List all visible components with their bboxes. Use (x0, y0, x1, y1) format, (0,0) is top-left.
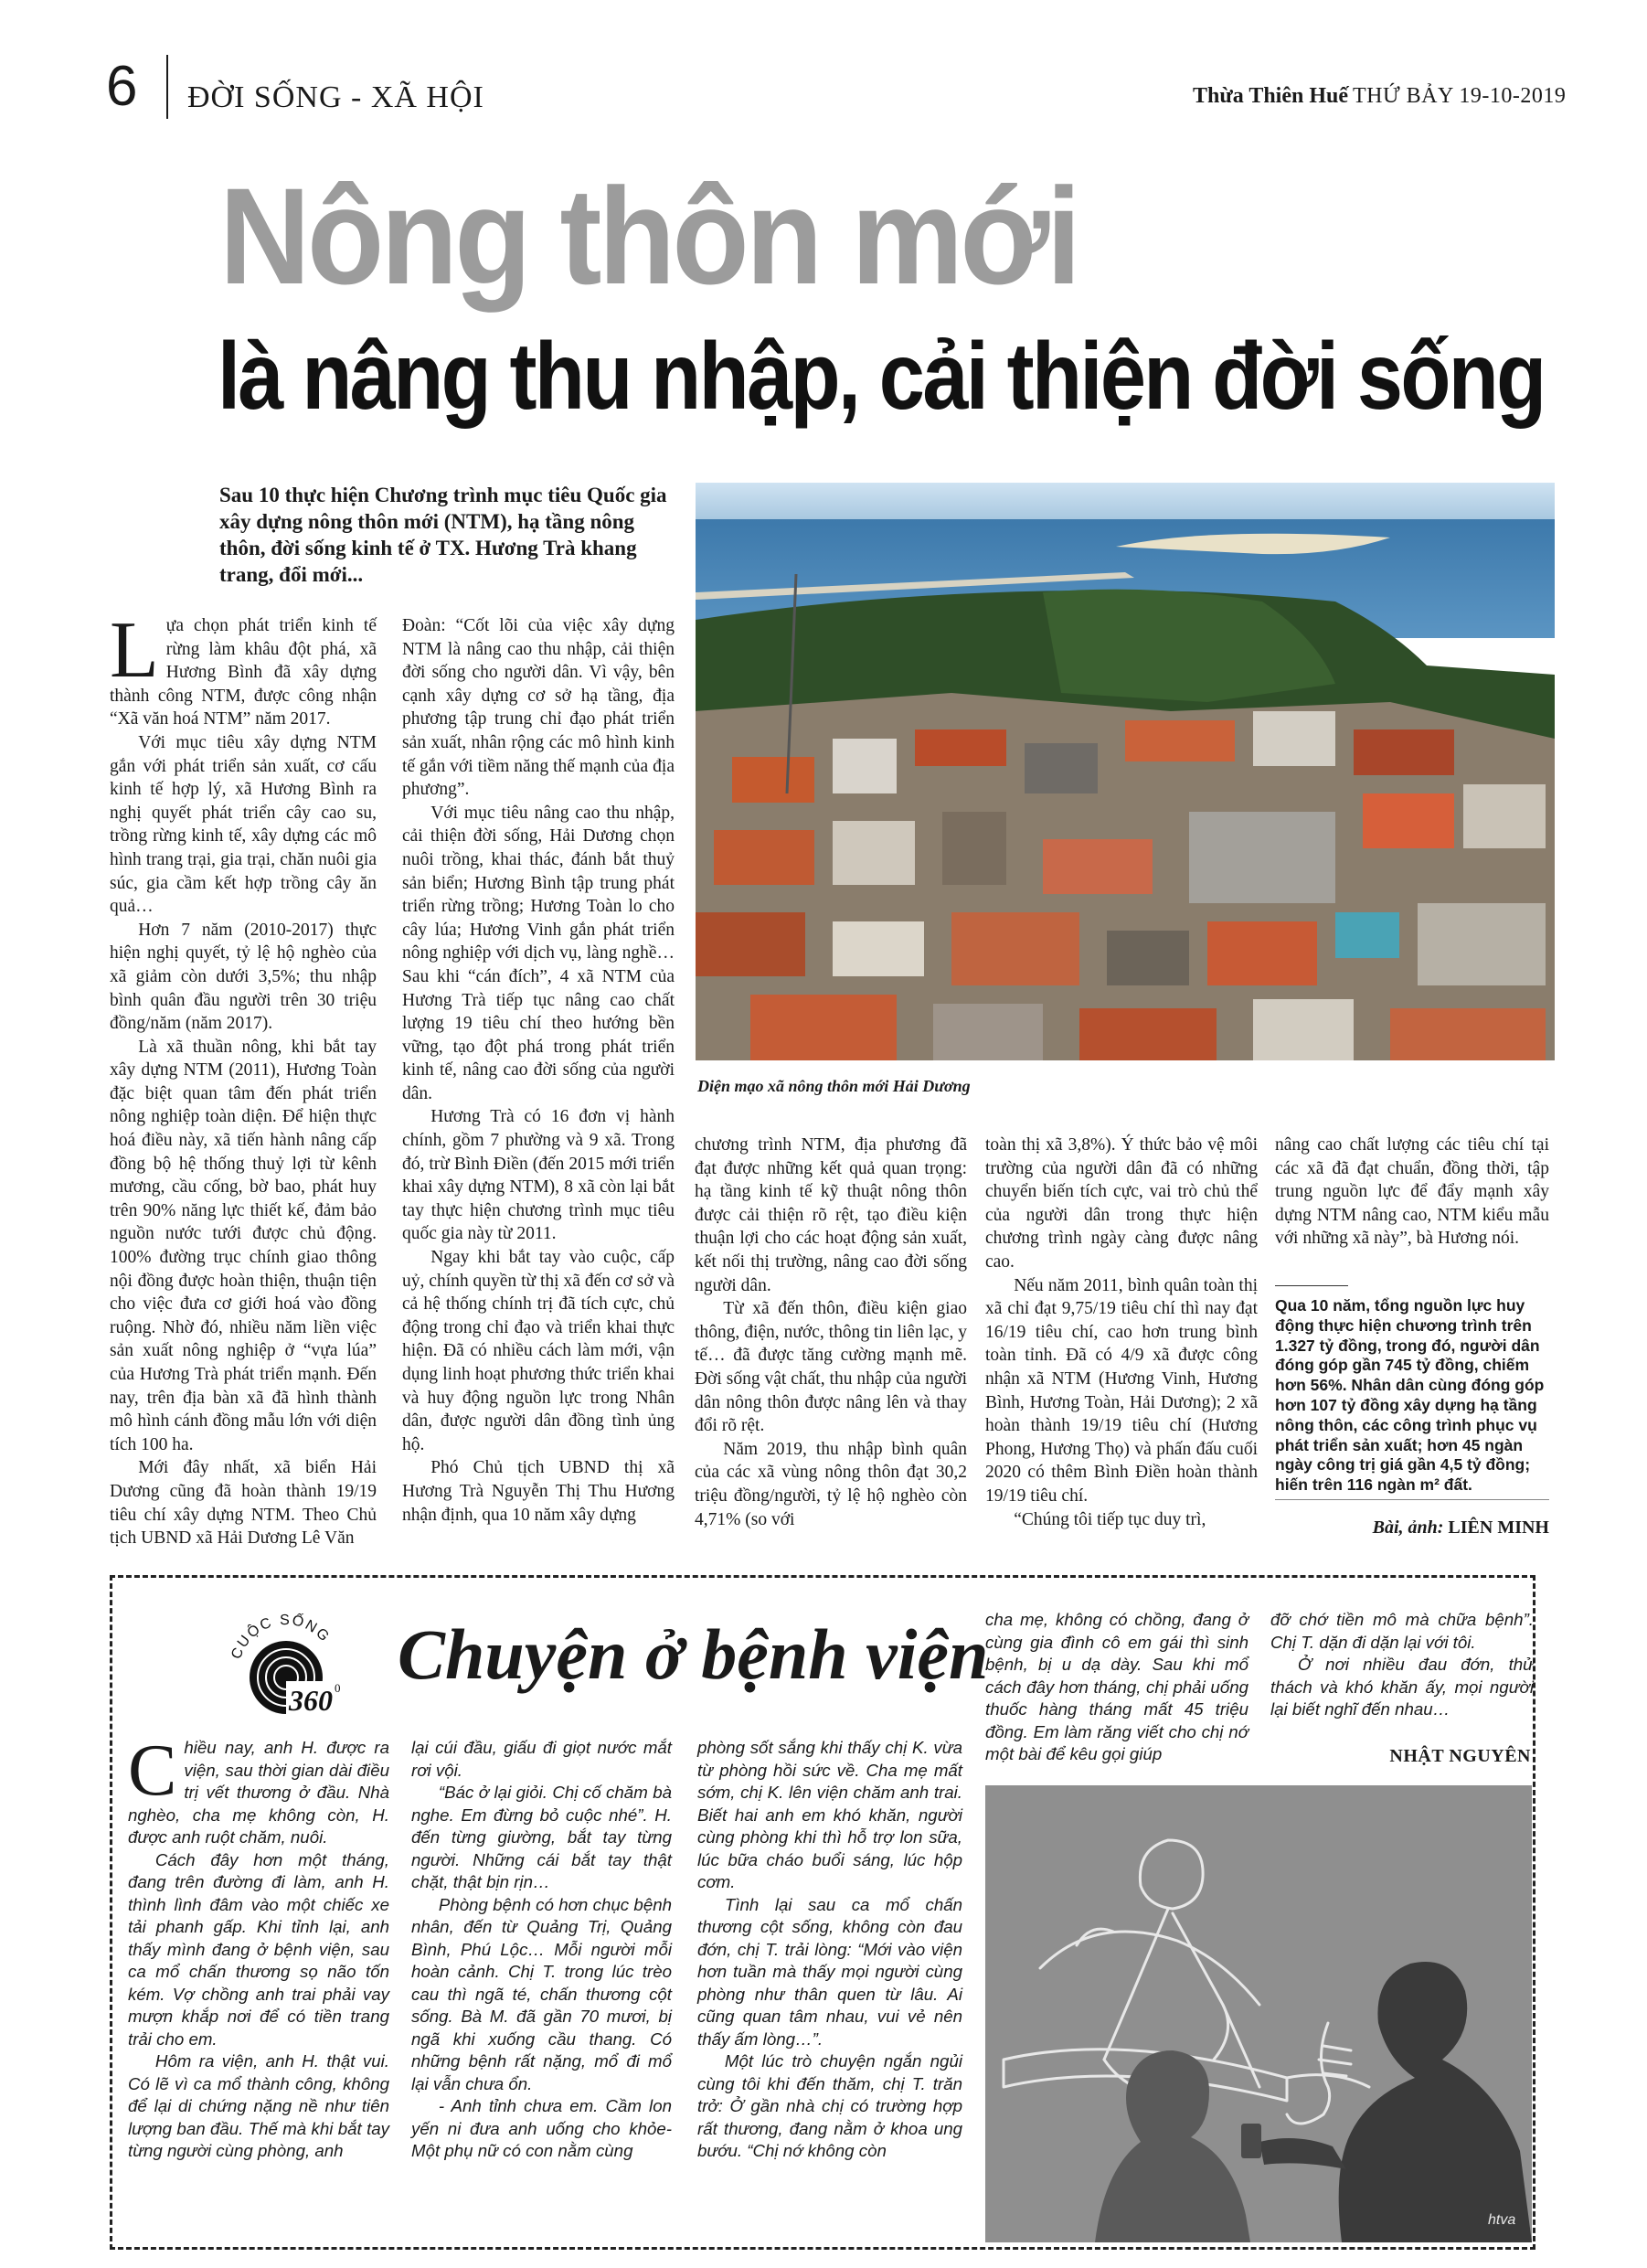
article-column-3 (695, 1134, 967, 1531)
story-author: NHẬT NGUYÊN (1389, 1746, 1531, 1766)
paragraph: Hơn 7 năm (2010-2017) thực hiện nghị quyết, tỷ lệ hộ nghèo của xã giảm còn dưới 3,5%; thu nhập bình quân đầu người trên 30 triệu đồng/năm (năm 2017). (110, 920, 377, 1034)
headline-line-2: là nâng thu nhập, cải thiện đời sống (218, 324, 1545, 430)
issue-date: THỨ BẢY 19-10-2019 (1353, 84, 1567, 108)
paragraph: Năm 2019, thu nhập bình quân của các xã vùng nông thôn đạt 30,2 triệu đồng/người, tỷ lệ hộ nghèo còn 4,71% (so với (695, 1439, 967, 1529)
article-column-2 (402, 614, 675, 1527)
photo-caption: Diện mạo xã nông thôn mới Hải Dương (697, 1077, 971, 1095)
paragraph: Hôm ra viện, anh H. thật vui. Có lẽ vì ca mổ thành công, không để lại di chứng nặng nề như tiên lượng ban đầu. Thế mà khi bắt tay từng người cùng phòng, anh (128, 2051, 389, 2160)
story-title: Chuyện ở bệnh viện (398, 1614, 989, 1694)
newspaper-name: Thừa Thiên Huế (1193, 84, 1349, 108)
paragraph: Mới đây nhất, xã biển Hải Dương cũng đã hoàn thành 19/19 tiêu chí xây dựng NTM. Theo Chủ tịch UBND xã Hải Dương Lê Văn (110, 1458, 377, 1549)
paragraph: Cách đây hơn một tháng, đang trên đường đi làm, anh H. thình lình đâm vào một chiếc xe tải phanh gấp. Khi tỉnh lại, anh thấy mình đang ở bệnh viện, sau ca mổ chấn thương sọ não tốn kém. Vợ chồng anh trai phải vay mượn khắp nơi để có tiền trang trải cho em. (128, 1849, 389, 2049)
cuoc-song-360-logo (222, 1604, 350, 1721)
article-lead: Sau 10 thực hiện Chương trình mục tiêu Quốc gia xây dựng nông thôn mới (NTM), hạ tầng nông thôn, đời sống kinh tế ở TX. Hương Trà khang trang, đổi mới... (219, 484, 667, 586)
paragraph: nâng cao chất lượng các tiêu chí tại các xã đã đạt chuẩn, đồng thời, tập trung nguồn lực để đẩy mạnh xây dựng NTM nâng cao, NTM kiểu mẫu với những xã này”, bà Hương nói. (1275, 1135, 1549, 1249)
village-aerial-photo (696, 483, 1555, 1060)
byline-rule (1275, 1499, 1549, 1500)
paragraph: đỡ chớ tiền mô mà chữa bệnh”. Chị T. dặn đi dặn lại với tôi. (1270, 1610, 1534, 1652)
byline-author: LIÊN MINH (1448, 1517, 1549, 1538)
paragraph: Ở nơi nhiều đau đớn, thử thách và khó khăn ấy, mọi người lại biết nghĩ đến nhau… (1270, 1655, 1534, 1719)
article-column-5 (1275, 1134, 1549, 1251)
byline-label: Bài, ảnh: (1372, 1517, 1444, 1538)
illustration-signature: htva (1488, 2212, 1516, 2228)
drop-cap: C (128, 1730, 177, 1811)
paragraph: chương trình NTM, địa phương đã đạt được những kết quả quan trọng: hạ tầng kinh tế kỹ thuật nông thôn được cải thiện rõ rệt, tạo điều kiện thuận lợi cho các hoạt động sản xuất, kết nối thị trường, nâng cao đời sống người dân. (695, 1135, 967, 1295)
paragraph: cha mẹ, không có chồng, đang ở cùng gia đình cô em gái thì sinh bệnh, bị u dạ dày. Sau khi mổ cách đây hơn tháng, chị phải uống thuốc hàng tháng mất 45 triệu đồng. Em làm răng viết cho chị nớ một bài để kêu gọi giúp (985, 1610, 1249, 1763)
paragraph: Một lúc trò chuyện ngắn ngủi cùng tôi khi đến thăm, chị T. trăn trở: Ở gần nhà chị có trường hợp rất thương, đang nằm ở khoa ung bướu. “Chị nớ không còn (697, 2051, 962, 2160)
paragraph: Ngay khi bắt tay vào cuộc, cấp uỷ, chính quyền từ thị xã đến cơ sở và cả hệ thống chính trị đã tích cực, chủ động trong chỉ đạo và triển khai thực hiện. Đã có nhiều cách làm mới, vận dụng linh hoạt phương thức triển khai và huy động nguồn lực trong Nhân dân, được người dân đồng tình ủng hộ. (402, 1248, 675, 1454)
story-column-3 (697, 1737, 962, 2163)
drop-cap: L (110, 606, 159, 695)
page-number: 6 (106, 55, 138, 118)
headline-line-1: Nông thôn mới (219, 159, 1079, 313)
article-column-4 (985, 1134, 1258, 1531)
paragraph: Với mục tiêu xây dựng NTM gắn với phát triển sản xuất, cơ cấu kinh tế hợp lý, xã Hương Bình ra nghị quyết phát triển cây cao su, trồng rừng kinh tế, xây dựng các mô hình trang trại, gia trại, chăn nuôi gia súc, gia cầm kết hợp trồng cây ăn quả… (110, 732, 377, 917)
article-column-1 (110, 606, 377, 1550)
logo-number: 360 (289, 1684, 333, 1717)
paragraph: Hương Trà có 16 đơn vị hành chính, gồm 7 phường và 9 xã. Trong đó, trừ Bình Điền (đến 2015 mới triển khai xây dựng NTM), 8 xã còn lại bắt tay thực hiện chương trình mục tiêu quốc gia này từ 2011. (402, 1107, 675, 1244)
paragraph: Đoàn: “Cốt lõi của việc xây dựng NTM là nâng cao thu nhập, cải thiện đời sống cho người dân. Vì vậy, bên cạnh xây dựng cơ sở hạ tầng, địa phương tập trung chỉ đạo phát triển sản xuất, nhân rộng các mô hình kinh tế gắn với tiềm năng thế mạnh của địa phương”. (402, 616, 675, 800)
paragraph: Lựa chọn phát triển kinh tế rừng làm khâu đột phá, xã Hương Bình đã xây dựng thành công NTM, được công nhận “Xã văn hoá NTM” năm 2017. (110, 606, 377, 729)
story-column-5 (1270, 1609, 1534, 1721)
byline (1353, 1517, 1549, 1539)
paragraph: Là xã thuần nông, khi bắt tay xây dựng NTM (2011), Hương Toàn đặc biệt quan tâm đến phát triển nông nghiệp toàn diện. Để hiện thực hoá điều này, xã tiến hành nâng cấp đồng bộ hệ thống thuỷ lợi từ kênh mương, cầu cống, bờ bao, phát huy trên 90% năng lực thiết kế, đảm bảo nguồn nước tưới được chủ động. 100% đường trục chính giao thông nội đồng được hoàn thiện, thuận tiện cho việc đưa cơ giới hoá vào đồng ruộng. Nhờ đó, nhiều năm liền việc sản xuất nông nghiệp ở “vựa lúa” của Hương Trà phát triển mạnh. Đến nay, trên địa bàn xã đã hình thành mô hình cánh đồng mẫu lớn với diện tích 100 ha. (110, 1037, 377, 1454)
paragraph: Phòng bệnh có hơn chục bệnh nhân, đến từ Quảng Trị, Quảng Bình, Phú Lộc… Mỗi người mỗi hoàn cảnh. Chị T. trong lúc trèo cau thì ngã té, chấn thương cột sống. Bà M. đã gần 70 mươi, bị ngã khi xuống cầu thang. Có những bệnh rất nặng, mổ đi mổ lại vẫn chưa ổn. (411, 1894, 672, 2093)
paragraph: “Bác ở lại giỏi. Chị cố chăm bà nghe. Em đừng bỏ cuộc nhé”. H. đến từng giường, bắt tay từng người. Những cái bắt tay thật chặt, thật bịn rịn… (411, 1783, 672, 1891)
paragraph: - Anh tỉnh chưa em. Cầm lon yến ni đưa anh uống cho khỏe- Một phụ nữ có con nằm cùng (411, 2096, 672, 2160)
paragraph: Nếu năm 2011, bình quân toàn thị xã chỉ đạt 9,75/19 tiêu chí thì nay đạt 16/19 tiêu chí, cao hơn trung bình toàn tỉnh. Đã có 4/9 xã được công nhận xã NTM (Hương Vinh, Hương Bình, Hương Toàn, Hải Dương); 2 xã hoàn thành 19/19 tiêu chí (Hương Phong, Hương Thọ) và phấn đấu cuối 2020 có thêm Bình Điền hoàn thành 19/19 tiêu chí. (985, 1275, 1258, 1506)
story-column-2 (411, 1737, 672, 2163)
paragraph: “Chúng tôi tiếp tục duy trì, (1014, 1509, 1206, 1529)
paragraph: lại cúi đầu, giấu đi giọt nước mắt rơi vội. (411, 1738, 672, 1780)
side-box-rule (1275, 1285, 1348, 1286)
paragraph: Từ xã đến thôn, điều kiện giao thông, điện, nước, thông tin liên lạc, y tế… đã được tăng cường mạnh mẽ. Đời sống vật chất, thu nhập của người dân nông thôn được nâng lên và thay đổi rõ rệt. (695, 1299, 967, 1436)
paragraph: Phó Chủ tịch UBND thị xã Hương Trà Nguyễn Thị Thu Hương nhận định, qua 10 năm xây dựng (402, 1458, 675, 1525)
facts-box: Qua 10 năm, tổng nguồn lực huy động thực hiện chương trình trên 1.327 tỷ đồng, trong đó, người dân đóng góp gần 745 tỷ đồng, chiếm hơn 56%. Nhân dân cùng đóng góp hơn 107 tỷ đồng xây dựng hạ tầng nông thôn, các công trình phục vụ phát triển sản xuất; hơn 45 ngàn ngày công trị giá gần 4,5 tỷ đồng; hiến trên 116 ngàn m² đất. (1275, 1296, 1545, 1495)
paragraph: Tình lại sau ca mổ chấn thương cột sống, không còn đau đớn, chị T. trải lòng: “Mới vào viện hơn tuần mà thấy mọi người cùng phòng như thân quen từ lâu. Ai cũng quan tâm nhau, vui vẻ nên thấy ấm lòng…”. (697, 1894, 962, 2049)
paragraph: Chiều nay, anh H. được ra viện, sau thời gian dài điều trị vết thương ở đầu. Nhà nghèo, cha mẹ không còn, H. được anh ruột chăm, nuôi. (128, 1730, 389, 1847)
logo-degree: 0 (335, 1681, 341, 1695)
story-column-4 (985, 1609, 1249, 1766)
logo-text: CUỘC SỐNG (228, 1612, 334, 1662)
paragraph: phòng sốt sắng khi thấy chị K. vừa từ phòng hồi sức về. Cha mẹ mất sớm, chị K. lên viện chăm anh trai. Biết hai anh em khó khăn, người cùng phòng khi thì hỗ trợ lon sữa, lúc bữa cháo buổi sáng, lúc hộp cơm. (697, 1738, 962, 1891)
paragraph: Với mục tiêu nâng cao thu nhập, cải thiện đời sống, Hải Dương chọn nuôi trồng, khai thác, đánh bắt thuỷ sản biển; Hương Bình tập trung phát triển rừng trồng; Hương Toàn lo cho cây lúa; Hương Vinh gắn phát triển nông nghiệp với dịch vụ, làng nghề… Sau khi “cán đích”, 4 xã NTM của Hương Trà tiếp tục nâng cao chất lượng 19 tiêu chí theo hướng bền vững, tạo đột phá trong phát triển kinh tế, nâng cao đời sống của người dân. (402, 803, 675, 1103)
section-title: ĐỜI SỐNG - XÃ HỘI (187, 80, 484, 114)
header-divider (166, 55, 168, 119)
hospital-illustration (985, 1785, 1532, 2242)
story-column-1 (128, 1730, 389, 2163)
paragraph: toàn thị xã 3,8%). Ý thức bảo vệ môi trường của người dân đã có những chuyển biến tích cực, vai trò chủ thể của người dân trong thực hiện chương trình ngày càng được nâng cao. (985, 1135, 1258, 1272)
